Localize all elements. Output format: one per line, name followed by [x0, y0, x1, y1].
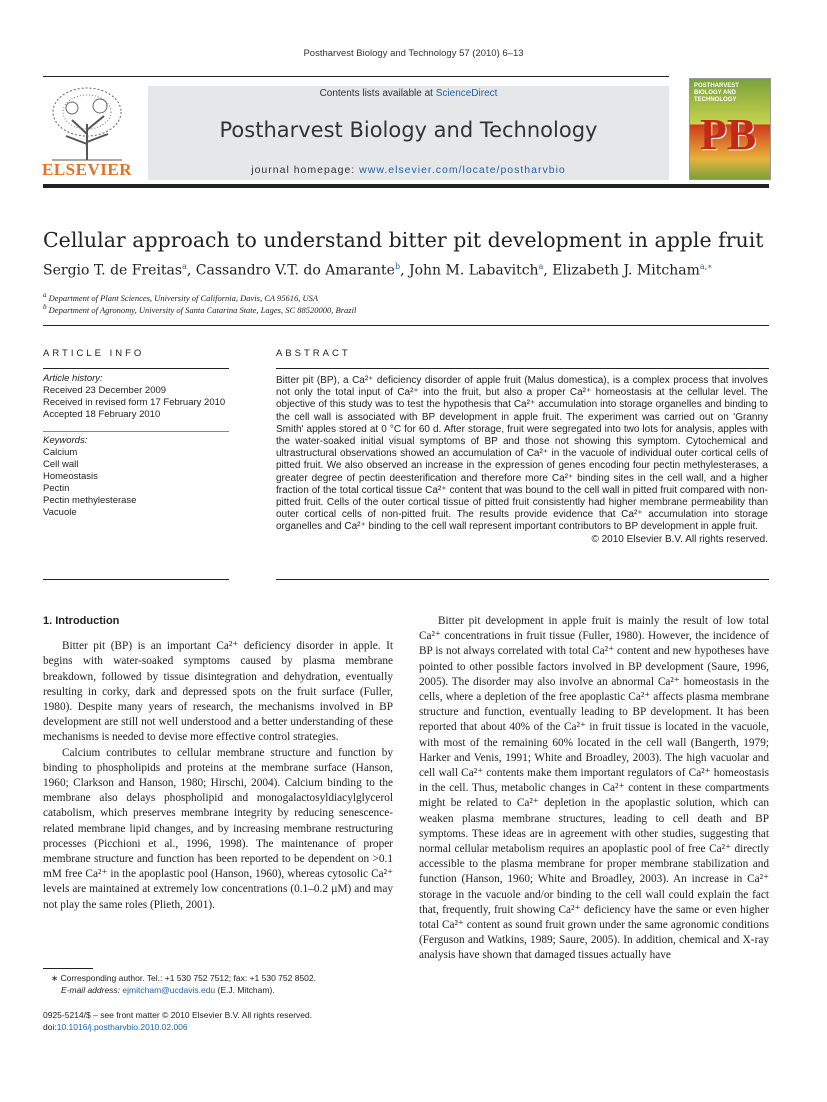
abstract-text: Bitter pit (BP), a Ca²⁺ deficiency disorder of apple fruit (Malus domestica), is a complex process that involves not only the total input of Ca²⁺ into the fruit, but also a proper Ca²⁺ homeostasis at the cellular level. The objective of this study was to test the hypothesis that Ca²⁺ accumulation into storage organelles and binding to the cell wall is associated with BP development in apple fruit. The experiment was carried out on 'Granny Smith' apples stored at 0 °C for 60 d. After storage, fruit were segregated into two lots for analysis, apples with the water-soaked initial visual symptoms of BP and those not showing this symptom. Cytochemical and ultrastructural observations showed an accumulation of Ca²⁺ in the vacuole of individual outer cortical cells of pitted fruit. We also observed an increase in the expression of genes encoding four pectin methylesterases, a greater degree of pectin deesterification and therefore more Ca²⁺ binding sites in the cell wall, and a higher fraction of the total cortical tissue Ca²⁺ content that was bound to the cell wall in pitted fruit compared with non-pitted fruit. Cells of the outer cortical tissue of pitted fruit consistently had higher membrane permeability than outer cortical cells of non-pitted fruit. The results provide evidence that Ca²⁺ accumulation into storage organelles and Ca²⁺ binding to the cell wall represent important contributors to BP development in apple fruit. [276, 375, 768, 533]
body-right-column [419, 614, 769, 964]
keyword: Pectin [43, 483, 70, 494]
journal-cover-thumbnail [689, 78, 771, 180]
abstract-bottom-rule [276, 579, 769, 580]
corresponding-author: ∗ Corresponding author. Tel.: +1 530 752 7512; fax: +1 530 752 8502. [51, 973, 316, 983]
history-label: Article history: [43, 373, 103, 384]
issn-line: 0925-5214/$ – see front matter © 2010 Elsevier B.V. All rights reserved. [43, 1010, 313, 1020]
body-left-column [43, 614, 393, 913]
history-entry: Received 23 December 2009 [43, 385, 167, 396]
title-block-rule [43, 325, 769, 326]
abstract-rule [276, 368, 769, 369]
email-link[interactable]: ejmitcham@ucdavis.edu [122, 985, 216, 995]
author-affil-sup[interactable]: a,∗ [699, 262, 713, 271]
affiliation-text: Department of Plant Sciences, University of California, Davis, CA 95616, USA [48, 292, 319, 303]
author-name: Cassandro V.T. do Amarante [195, 262, 395, 279]
keywords [43, 435, 229, 519]
doi-link[interactable]: 10.1016/j.postharvbio.2010.02.006 [56, 1022, 188, 1032]
article-info-rule [43, 368, 229, 369]
elsevier-logo [42, 84, 132, 180]
author-affil-sup[interactable]: b [394, 262, 401, 271]
body-paragraph: Bitter pit (BP) is an important Ca²⁺ deficiency disorder in apple. It begins with water-soaked symptoms caused by plasma membrane breakdown, followed by tissue disintegration and dehydration, eventually resulting in corky, dark and depressed spots on the fruit surface (Fuller, 1980). Despite many years of research, the mechanisms involved in BP development are still not well understood and a better understanding of these mechanisms is needed to devise more effective control strategies. [43, 640, 393, 744]
keyword: Calcium [43, 447, 78, 458]
elsevier-wordmark: ELSEVIER [42, 160, 132, 179]
contents-prefix: Contents lists available at [319, 88, 436, 99]
body-paragraph: Calcium contributes to cellular membrane structure and function by binding to phospholipids and proteins at the membrane surface (Hanson, 1960; Clarkson and Hanson, 1980; Hirschi, 2004). Calcium binding to the membrane also delays phospholipid and monogalactosyldiacylglycerol catabolism, which preserves membrane integrity by reducing senescence-related membrane lipid changes, and by increasing membrane restructuring processes (Picchioni et al., 1996, 1998). The maintenance of proper membrane structure and function has been reported to be dependent on >0.1 mM free Ca²⁺ in the apoplastic pool (Hanson, 1960), whereas cytosolic Ca²⁺ levels are maintained at extremely low concentrations (0.1–0.2 µM) and may not play the same roles (Plieth, 2001). [43, 746, 393, 911]
footnote-rule [43, 968, 93, 969]
author-affil-sup[interactable]: a [182, 262, 187, 271]
footnote [43, 972, 403, 996]
affiliation [43, 291, 318, 303]
bottom-matter [43, 1009, 312, 1033]
body-paragraph: Bitter pit development in apple fruit is mainly the result of low total Ca²⁺ concentrations in fruit tissue (Fuller, 1980). However, the incidence of BP is not always correlated with total Ca²⁺ content and new hypotheses have pointed to other possible factors involved in BP development (Saure, 1996, 2005). The disorder may also involve an abnormal Ca²⁺ homeostasis in the cells, where a depletion of the free apoplastic Ca²⁺ affects plasma membrane structure and function, eventually leading to BP development. It has been reported that about 40% of the Ca²⁺ in fruit tissue is located in the vacuole, with most of the remaining 60% located in the cell wall (Bangerth, 1979; Harker and Venis, 1991; White and Broadley, 2003). The high vacuolar and cell wall Ca²⁺ contents make them important regulators of Ca²⁺ homeostasis in the cell. Thus, metabolic changes in Ca²⁺ content in these compartments might be related to Ca²⁺ depletion in the apoplastic solution, which can weaken plasma membrane structures, leading to cell death and BP symptoms. These ideas are in agreement with other studies, suggesting that normal cellular metabolism requires an apoplastic pool of free Ca²⁺ directly accessible to the plasma membrane for proper membrane stabilization and function (Hanson, 1960; White and Broadley, 2003). An increase in Ca²⁺ storage in the vacuole and/or binding to the cell wall could explain the fact that, frequently, fruit showing Ca²⁺ deficiency have the same or even higher total Ca²⁺ content as sound fruit grown under the same agronomic conditions (Ferguson and Watkins, 1989; Saure, 2005). In addition, chemical and X-ray analysis have shown that damaged tissues actually have [419, 615, 769, 962]
author-list: Sergio T. de Freitas$^a$, Cassandro V.T. do Amarante$^b$, John M. Labavitch$^a$, Elizabeth J. Mitcham$^{a,∗}$ [43, 262, 713, 279]
keyword: Pectin methylesterase [43, 495, 137, 506]
article-info-bottom-rule [43, 579, 229, 580]
history-entry: Accepted 18 February 2010 [43, 409, 161, 420]
keyword: Cell wall [43, 459, 79, 470]
abstract-copyright: © 2010 Elsevier B.V. All rights reserved. [591, 533, 768, 545]
section-title: 1. Introduction [43, 615, 120, 627]
author-affil-sup[interactable]: a [538, 262, 544, 271]
journal-title: Postharvest Biology and Technology [219, 118, 598, 142]
keyword: Homeostasis [43, 471, 98, 482]
homepage-link[interactable]: www.elsevier.com/locate/postharvbio [359, 164, 566, 176]
doi-prefix: doi: [43, 1022, 57, 1032]
journal-homepage [148, 164, 669, 176]
affiliation-text: Department of Agronomy, University of Santa Catarina State, Lages, SC 88520000, Brazil [48, 304, 357, 315]
keywords-label: Keywords: [43, 435, 88, 446]
header-top-rule [43, 76, 669, 77]
author-name: Elizabeth J. Mitcham [552, 262, 700, 279]
sciencedirect-link[interactable]: ScienceDirect [435, 88, 498, 99]
journal-citation: Postharvest Biology and Technology 57 (2010) 6–13 [303, 48, 524, 59]
cover-title: POSTHARVEST BIOLOGY AND TECHNOLOGY [694, 83, 739, 103]
keyword: Vacuole [43, 507, 77, 518]
affiliation-sup: a [43, 291, 47, 299]
contents-line [148, 88, 669, 99]
homepage-prefix: journal homepage: [251, 164, 360, 176]
affiliation-sup: b [43, 303, 47, 311]
journal-masthead [148, 86, 669, 180]
email-suffix: (E.J. Mitcham). [215, 985, 275, 995]
history-entry: Received in revised form 17 February 2010 [43, 397, 226, 408]
author-name: John M. Labavitch [408, 262, 539, 279]
header-bottom-rule [43, 184, 769, 188]
affiliation [43, 303, 356, 315]
elsevier-tree-icon [42, 84, 132, 162]
abstract-body [276, 375, 768, 546]
article-history [43, 373, 229, 421]
abstract-heading: ABSTRACT [276, 348, 351, 359]
cover-mark: PB [700, 110, 757, 159]
article-title: Cellular approach to understand bitter pit development in apple fruit [43, 228, 764, 252]
author-name: Sergio T. de Freitas [43, 262, 183, 279]
article-info-heading: ARTICLE INFO [43, 348, 145, 359]
email-label: E-mail address: [61, 985, 123, 995]
keywords-rule [43, 431, 229, 432]
